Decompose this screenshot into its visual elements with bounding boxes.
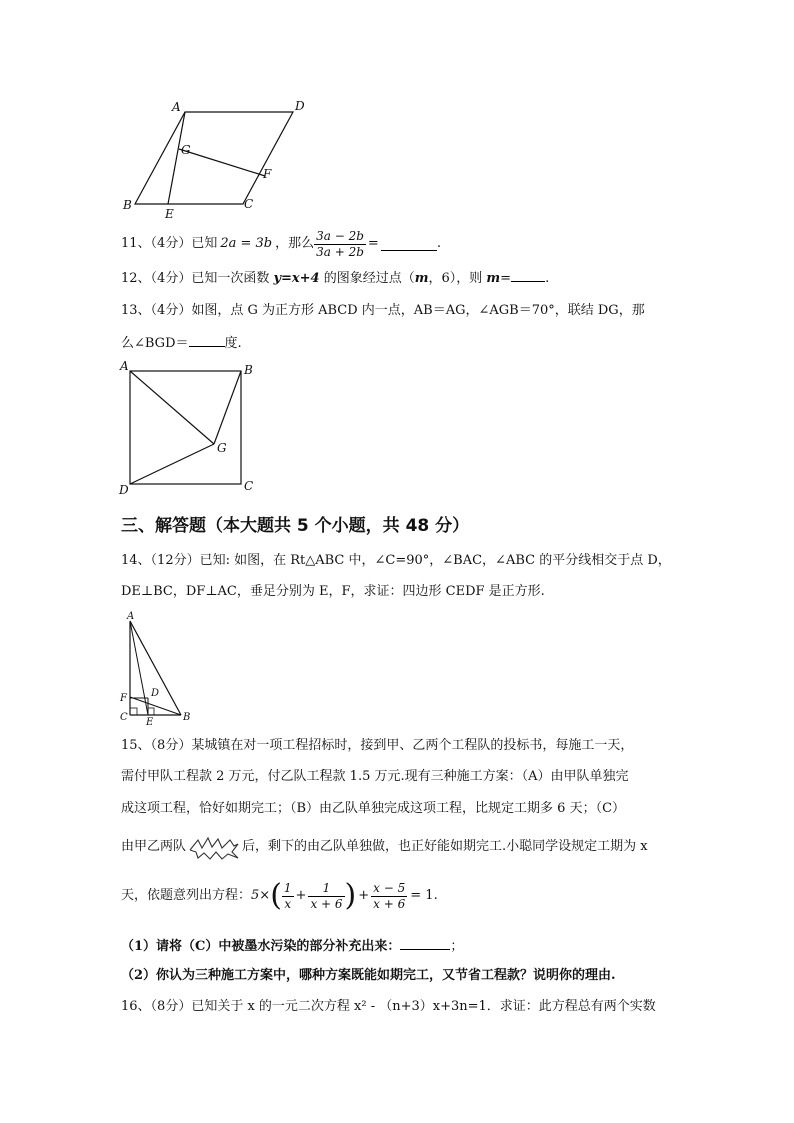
question-11: 11、（4分）已知 2a = 3b ，那么 $\frac{3a - 2b}{3a + 2b}$ = . [121,228,441,259]
section-title: 三、解答题（本大题共 5 个小题，共 48 分） [121,516,470,536]
question-16-line-1: 16、（8分）已知关于 x 的一元二次方程 x² - （n+3）x+3n=1．求证：此方程总有两个实数 [121,999,656,1014]
answer-blank-13 [189,334,225,347]
question-12: 12、（4分）已知一次函数 y=x+4 的图象经过点（m，6），则 m= . [121,271,550,286]
figure-square [115,358,265,500]
answer-blank-12 [511,269,545,282]
question-15-equation-line: 天，依题意列出方程： 5× ( $\frac{1}{x}$ + $\frac{1}{x + 6}$ ) + $\frac{x - 5}{x + 6}$ = 1 . [121,878,438,913]
label-D: D [295,99,305,113]
question-15-line-1: 15、（8分）某城镇在对一项工程招标时，接到甲、乙两个工程队的投标书，每施工一天， [121,738,634,753]
label-C: C [244,197,254,211]
label-A: A [120,359,129,373]
label-B: B [183,712,191,723]
question-14-line-1: 14、（12分）已知: 如图，在 Rt△ABC 中，∠C=90°，∠BAC，∠ABC 的平分线相交于点 D， [121,553,671,568]
label-G: G [217,441,227,455]
figure-parallelogram [115,96,315,220]
label-F: F [120,693,127,704]
label-G: G [181,143,191,157]
eq-coefficient: 5× [251,888,271,903]
question-15-sub-2: （2）你认为三种施工方案中，哪种方案既能如期完工，又节省工程款？说明你的理由. [121,968,616,983]
question-13-line-2: 么∠BGD＝ 度. [121,336,242,351]
label-D: D [151,688,160,699]
eq-fraction-3: $\frac{x - 5}{x + 6}$ [373,880,406,911]
label-F: F [263,167,272,181]
q11-given: 2a = 3b [220,236,273,251]
label-A: A [127,611,135,622]
answer-blank-11 [381,238,437,251]
question-13-line-1: 13、（4分）如图，点 G 为正方形 ABCD 内一点，AB＝AG，∠AGB＝70°，联结 DG，那 [121,303,645,318]
label-B: B [123,198,132,212]
label-E: E [165,207,174,220]
label-C: C [244,479,254,493]
question-15-line-2: 需付甲队工程款 2 万元，付乙队工程款 1.5 万元.现有三种施工方案：（A）由甲队单独完 [121,769,629,784]
label-B: B [244,363,253,377]
question-14-line-2: DE⊥BC，DF⊥AC，垂足分别为 E，F，求证：四边形 CEDF 是正方形. [121,584,545,599]
answer-blank-15-1 [400,937,450,950]
figure-triangle [115,608,205,728]
label-C: C [120,712,128,723]
question-15-line-4: 由甲乙两队 后，剩下的由乙队单独做，也正好能如期完工.小聪同学设规定工期为 x [121,834,648,860]
label-A: A [172,100,181,114]
eq-fraction-1: $\frac{1}{x}$ [283,880,292,911]
q11-fraction: $\frac{3a - 2b}{3a + 2b}$ [316,228,364,259]
label-E: E [146,717,154,728]
question-15-sub-1: （1）请将（C）中被墨水污染的部分补充出来： ； [121,939,464,954]
ink-blot-image [188,834,240,860]
label-D: D [119,483,129,497]
eq-fraction-2: $\frac{1}{x + 6}$ [310,880,343,911]
question-15-line-3: 成这项工程，恰好如期完工；（B）由乙队单独完成这项工程，比规定工期多 6 天；（C） [121,801,626,816]
